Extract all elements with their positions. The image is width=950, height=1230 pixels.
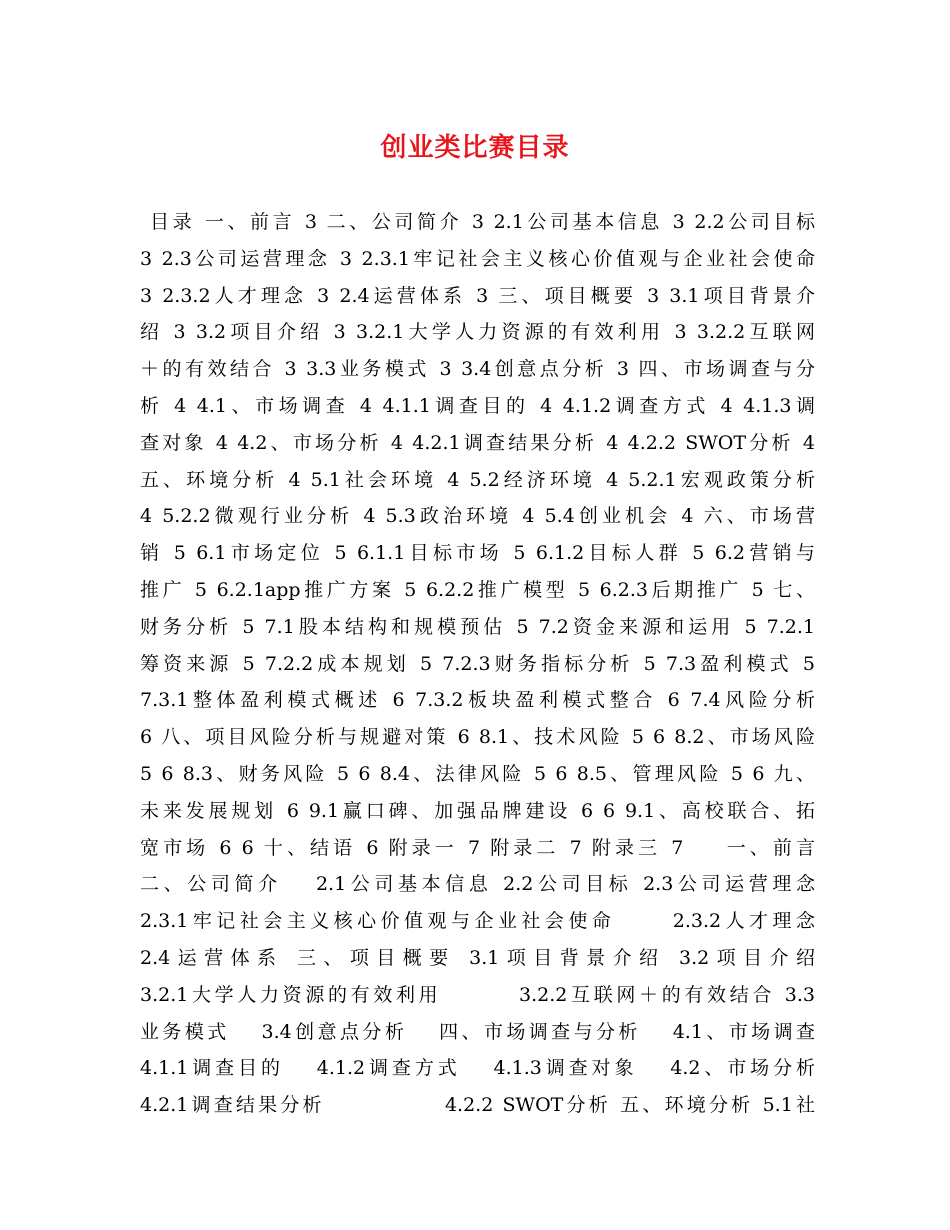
text-line: 3 2.3公司运营理念 3 2.3.1牢记社会主义核心价值观与企业社会使命 xyxy=(140,247,815,270)
table-of-contents-text xyxy=(140,204,815,1124)
text-line: 2.3.1牢记社会主义核心价值观与企业社会使命 2.3.2人才理念 xyxy=(140,910,815,933)
text-line: 5 6 8.3、财务风险 5 6 8.4、法律风险 5 6 8.5、管理风险 5 6 九、 xyxy=(140,762,815,785)
text-line: 未来发展规划 6 9.1赢口碑、加强品牌建设 6 6 9.1、高校联合、拓 xyxy=(140,799,815,822)
document-title: 创业类比赛目录 xyxy=(380,133,570,163)
text-line: 筹资来源 5 7.2.2成本规划 5 7.2.3财务指标分析 5 7.3盈利模式 5 xyxy=(140,652,815,675)
text-line: 销 5 6.1市场定位 5 6.1.1目标市场 5 6.1.2目标人群 5 6.2营销与 xyxy=(140,542,815,565)
text-line: 4.2.1调查结果分析 4.2.2 SWOT分析 五、环境分析 5.1社 xyxy=(140,1094,815,1117)
text-line: 业务模式 3.4创意点分析 四、市场调查与分析 4.1、市场调查 xyxy=(140,1020,815,1043)
text-line: 目录 一、前言 3 二、公司简介 3 2.1公司基本信息 3 2.2公司目标 xyxy=(150,211,815,233)
text-line: ＋的有效结合 3 3.3业务模式 3 3.4创意点分析 3 四、市场调查与分 xyxy=(140,358,815,381)
text-line: 五、环境分析 4 5.1社会环境 4 5.2经济环境 4 5.2.1宏观政策分析 xyxy=(140,468,815,491)
text-line: 宽市场 6 6 十、结语 6 附录一 7 附录二 7 附录三 7 一、前言 xyxy=(140,836,815,859)
text-line: 6 八、项目风险分析与规避对策 6 8.1、技术风险 5 6 8.2、市场风险 xyxy=(140,726,815,749)
text-line: 推广 5 6.2.1app推广方案 5 6.2.2推广模型 5 6.2.3后期推广 5 七、 xyxy=(140,578,815,601)
text-line: 3 2.3.2人才理念 3 2.4运营体系 3 三、项目概要 3 3.1项目背景介 xyxy=(140,284,815,307)
text-line: 3.2.1大学人力资源的有效利用 3.2.2互联网＋的有效结合 3.3 xyxy=(140,983,815,1006)
text-line: 查对象 4 4.2、市场分析 4 4.2.1调查结果分析 4 4.2.2 SWOT分析 4 xyxy=(140,431,815,454)
text-line: 4 5.2.2微观行业分析 4 5.3政治环境 4 5.4创业机会 4 六、市场营 xyxy=(140,505,815,528)
text-line: 4.1.1调查目的 4.1.2调查方式 4.1.3调查对象 4.2、市场分析 xyxy=(140,1057,815,1080)
text-line: 绍 3 3.2项目介绍 3 3.2.1大学人力资源的有效利用 3 3.2.2互联网 xyxy=(140,321,815,344)
text-line: 二、公司简介 2.1公司基本信息 2.2公司目标 2.3公司运营理念 xyxy=(140,873,815,896)
text-line: 7.3.1整体盈利模式概述 6 7.3.2板块盈利模式整合 6 7.4风险分析 xyxy=(140,689,815,712)
text-line: 析 4 4.1、市场调查 4 4.1.1调查目的 4 4.1.2调查方式 4 4.1.3调 xyxy=(140,394,815,417)
text-line: 财务分析 5 7.1股本结构和规模预估 5 7.2资金来源和运用 5 7.2.1 xyxy=(140,615,815,638)
text-line: 2.4运营体系 三、项目概要 3.1项目背景介绍 3.2项目介绍 xyxy=(140,946,815,969)
